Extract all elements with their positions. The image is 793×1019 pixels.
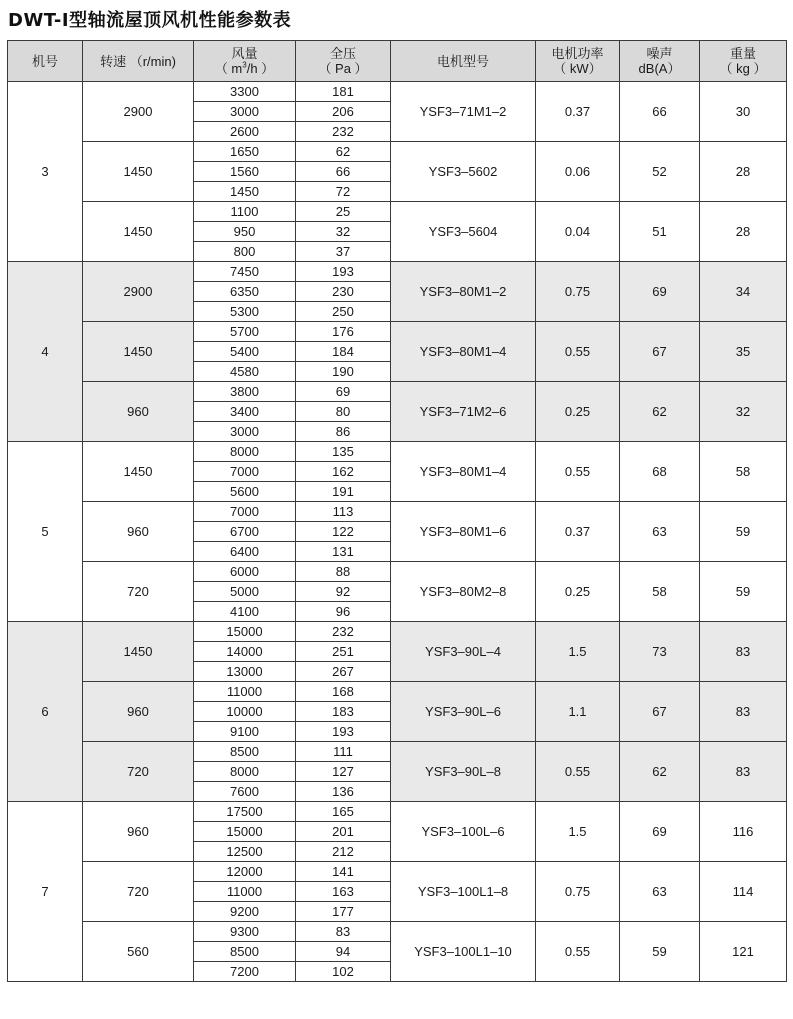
flow-cell: 12000	[194, 862, 296, 882]
noise-cell: 73	[620, 622, 700, 682]
power-cell: 0.25	[536, 562, 620, 622]
table-body	[8, 82, 787, 982]
power-cell: 0.55	[536, 322, 620, 382]
pressure-cell: 122	[296, 522, 391, 542]
speed-cell: 960	[83, 502, 194, 562]
flow-cell: 9100	[194, 722, 296, 742]
weight-cell: 35	[700, 322, 787, 382]
table-row	[8, 562, 787, 582]
pressure-cell: 251	[296, 642, 391, 662]
table-row	[8, 382, 787, 402]
flow-cell: 3000	[194, 102, 296, 122]
power-cell: 0.55	[536, 922, 620, 982]
speed-cell: 720	[83, 742, 194, 802]
noise-cell: 63	[620, 862, 700, 922]
noise-cell: 68	[620, 442, 700, 502]
power-cell: 0.25	[536, 382, 620, 442]
flow-cell: 2600	[194, 122, 296, 142]
flow-cell: 4100	[194, 602, 296, 622]
table-row	[8, 682, 787, 702]
flow-cell: 8000	[194, 762, 296, 782]
pressure-cell: 127	[296, 762, 391, 782]
flow-cell: 15000	[194, 822, 296, 842]
flow-cell: 6400	[194, 542, 296, 562]
table-row	[8, 202, 787, 222]
flow-cell: 3300	[194, 82, 296, 102]
weight-cell: 121	[700, 922, 787, 982]
speed-cell: 1450	[83, 202, 194, 262]
motor-cell: YSF3–71M2–6	[391, 382, 536, 442]
pressure-cell: 62	[296, 142, 391, 162]
table-row	[8, 142, 787, 162]
pressure-cell: 88	[296, 562, 391, 582]
page-title: DWT-I型轴流屋顶风机性能参数表	[8, 10, 292, 31]
noise-cell: 67	[620, 682, 700, 742]
pressure-cell: 230	[296, 282, 391, 302]
flow-cell: 7450	[194, 262, 296, 282]
header-weight: 重量 （ kg ）	[700, 41, 787, 82]
pressure-cell: 25	[296, 202, 391, 222]
noise-cell: 67	[620, 322, 700, 382]
table-row	[8, 262, 787, 282]
flow-cell: 9200	[194, 902, 296, 922]
noise-cell: 69	[620, 262, 700, 322]
motor-cell: YSF3–80M1–4	[391, 322, 536, 382]
pressure-cell: 168	[296, 682, 391, 702]
header-flow: 风量 （ $m^3/h$ ）	[194, 41, 296, 82]
pressure-cell: 141	[296, 862, 391, 882]
flow-cell: 1450	[194, 182, 296, 202]
noise-cell: 62	[620, 742, 700, 802]
model-no-cell: 6	[8, 622, 83, 802]
pressure-cell: 181	[296, 82, 391, 102]
flow-cell: 15000	[194, 622, 296, 642]
power-cell: 0.37	[536, 82, 620, 142]
weight-cell: 28	[700, 142, 787, 202]
motor-cell: YSF3–100L1–8	[391, 862, 536, 922]
speed-cell: 960	[83, 802, 194, 862]
pressure-cell: 190	[296, 362, 391, 382]
pressure-cell: 191	[296, 482, 391, 502]
table-row	[8, 322, 787, 342]
header-row	[8, 41, 787, 82]
flow-cell: 12500	[194, 842, 296, 862]
pressure-cell: 162	[296, 462, 391, 482]
noise-cell: 69	[620, 802, 700, 862]
flow-cell: 7000	[194, 462, 296, 482]
noise-cell: 66	[620, 82, 700, 142]
motor-cell: YSF3–90L–8	[391, 742, 536, 802]
power-cell: 0.37	[536, 502, 620, 562]
header-power: 电机功率 （ kW）	[536, 41, 620, 82]
noise-cell: 51	[620, 202, 700, 262]
power-cell: 0.75	[536, 862, 620, 922]
motor-cell: YSF3–100L1–10	[391, 922, 536, 982]
pressure-cell: 193	[296, 722, 391, 742]
model-no-cell: 4	[8, 262, 83, 442]
flow-cell: 4580	[194, 362, 296, 382]
power-cell: 0.55	[536, 742, 620, 802]
power-cell: 1.1	[536, 682, 620, 742]
weight-cell: 32	[700, 382, 787, 442]
flow-cell: 13000	[194, 662, 296, 682]
pressure-cell: 96	[296, 602, 391, 622]
pressure-cell: 80	[296, 402, 391, 422]
speed-cell: 2900	[83, 262, 194, 322]
weight-cell: 30	[700, 82, 787, 142]
table-row	[8, 442, 787, 462]
noise-cell: 59	[620, 922, 700, 982]
motor-cell: YSF3–5604	[391, 202, 536, 262]
motor-cell: YSF3–80M1–2	[391, 262, 536, 322]
flow-cell: 5000	[194, 582, 296, 602]
model-no-cell: 3	[8, 82, 83, 262]
table-row	[8, 82, 787, 102]
flow-cell: 14000	[194, 642, 296, 662]
flow-cell: 800	[194, 242, 296, 262]
flow-cell: 5700	[194, 322, 296, 342]
pressure-cell: 86	[296, 422, 391, 442]
power-cell: 1.5	[536, 622, 620, 682]
header-speed: 转速 （r/min)	[83, 41, 194, 82]
pressure-cell: 177	[296, 902, 391, 922]
pressure-cell: 232	[296, 622, 391, 642]
power-cell: 0.75	[536, 262, 620, 322]
flow-cell: 6700	[194, 522, 296, 542]
pressure-cell: 136	[296, 782, 391, 802]
pressure-cell: 66	[296, 162, 391, 182]
motor-cell: YSF3–100L–6	[391, 802, 536, 862]
weight-cell: 83	[700, 682, 787, 742]
header-motor: 电机型号	[391, 41, 536, 82]
motor-cell: YSF3–80M1–6	[391, 502, 536, 562]
table-row	[8, 862, 787, 882]
pressure-cell: 250	[296, 302, 391, 322]
pressure-cell: 102	[296, 962, 391, 982]
speed-cell: 960	[83, 682, 194, 742]
flow-cell: 7600	[194, 782, 296, 802]
pressure-cell: 135	[296, 442, 391, 462]
motor-cell: YSF3–80M2–8	[391, 562, 536, 622]
pressure-cell: 32	[296, 222, 391, 242]
table-row	[8, 502, 787, 522]
speed-cell: 1450	[83, 622, 194, 682]
noise-cell: 58	[620, 562, 700, 622]
table-row	[8, 742, 787, 762]
flow-cell: 3400	[194, 402, 296, 422]
noise-cell: 62	[620, 382, 700, 442]
flow-cell: 1100	[194, 202, 296, 222]
pressure-cell: 183	[296, 702, 391, 722]
pressure-cell: 212	[296, 842, 391, 862]
flow-cell: 8000	[194, 442, 296, 462]
flow-cell: 7000	[194, 502, 296, 522]
power-cell: 0.06	[536, 142, 620, 202]
pressure-cell: 92	[296, 582, 391, 602]
weight-cell: 114	[700, 862, 787, 922]
table-row	[8, 922, 787, 942]
power-cell: 0.55	[536, 442, 620, 502]
flow-cell: 3800	[194, 382, 296, 402]
flow-cell: 3000	[194, 422, 296, 442]
speed-cell: 720	[83, 862, 194, 922]
noise-cell: 52	[620, 142, 700, 202]
pressure-cell: 163	[296, 882, 391, 902]
speed-cell: 560	[83, 922, 194, 982]
flow-cell: 5400	[194, 342, 296, 362]
flow-cell: 950	[194, 222, 296, 242]
header-model-no: 机号	[8, 41, 83, 82]
header-pressure: 全压 （ Pa ）	[296, 41, 391, 82]
speed-cell: 1450	[83, 142, 194, 202]
pressure-cell: 113	[296, 502, 391, 522]
pressure-cell: 165	[296, 802, 391, 822]
flow-cell: 8500	[194, 942, 296, 962]
pressure-cell: 193	[296, 262, 391, 282]
pressure-cell: 176	[296, 322, 391, 342]
power-cell: 0.04	[536, 202, 620, 262]
header-noise: 噪声 dB(A）	[620, 41, 700, 82]
weight-cell: 83	[700, 622, 787, 682]
flow-cell: 7200	[194, 962, 296, 982]
pressure-cell: 72	[296, 182, 391, 202]
power-cell: 1.5	[536, 802, 620, 862]
motor-cell: YSF3–90L–6	[391, 682, 536, 742]
table-row	[8, 802, 787, 822]
model-no-cell: 5	[8, 442, 83, 622]
flow-cell: 11000	[194, 882, 296, 902]
model-no-cell: 7	[8, 802, 83, 982]
pressure-cell: 232	[296, 122, 391, 142]
flow-cell: 17500	[194, 802, 296, 822]
pressure-cell: 267	[296, 662, 391, 682]
speed-cell: 960	[83, 382, 194, 442]
motor-cell: YSF3–90L–4	[391, 622, 536, 682]
speed-cell: 2900	[83, 82, 194, 142]
pressure-cell: 83	[296, 922, 391, 942]
table-row	[8, 622, 787, 642]
flow-cell: 1560	[194, 162, 296, 182]
pressure-cell: 94	[296, 942, 391, 962]
pressure-cell: 37	[296, 242, 391, 262]
flow-cell: 9300	[194, 922, 296, 942]
motor-cell: YSF3–80M1–4	[391, 442, 536, 502]
weight-cell: 28	[700, 202, 787, 262]
speed-cell: 1450	[83, 322, 194, 382]
pressure-cell: 201	[296, 822, 391, 842]
weight-cell: 59	[700, 562, 787, 622]
weight-cell: 83	[700, 742, 787, 802]
pressure-cell: 131	[296, 542, 391, 562]
flow-cell: 6000	[194, 562, 296, 582]
weight-cell: 34	[700, 262, 787, 322]
pressure-cell: 69	[296, 382, 391, 402]
performance-table	[7, 40, 787, 982]
noise-cell: 63	[620, 502, 700, 562]
weight-cell: 59	[700, 502, 787, 562]
weight-cell: 116	[700, 802, 787, 862]
pressure-cell: 111	[296, 742, 391, 762]
speed-cell: 720	[83, 562, 194, 622]
pressure-cell: 184	[296, 342, 391, 362]
motor-cell: YSF3–71M1–2	[391, 82, 536, 142]
flow-cell: 1650	[194, 142, 296, 162]
weight-cell: 58	[700, 442, 787, 502]
pressure-cell: 206	[296, 102, 391, 122]
speed-cell: 1450	[83, 442, 194, 502]
flow-cell: 5600	[194, 482, 296, 502]
flow-cell: 8500	[194, 742, 296, 762]
flow-cell: 6350	[194, 282, 296, 302]
flow-cell: 5300	[194, 302, 296, 322]
motor-cell: YSF3–5602	[391, 142, 536, 202]
flow-cell: 11000	[194, 682, 296, 702]
flow-cell: 10000	[194, 702, 296, 722]
